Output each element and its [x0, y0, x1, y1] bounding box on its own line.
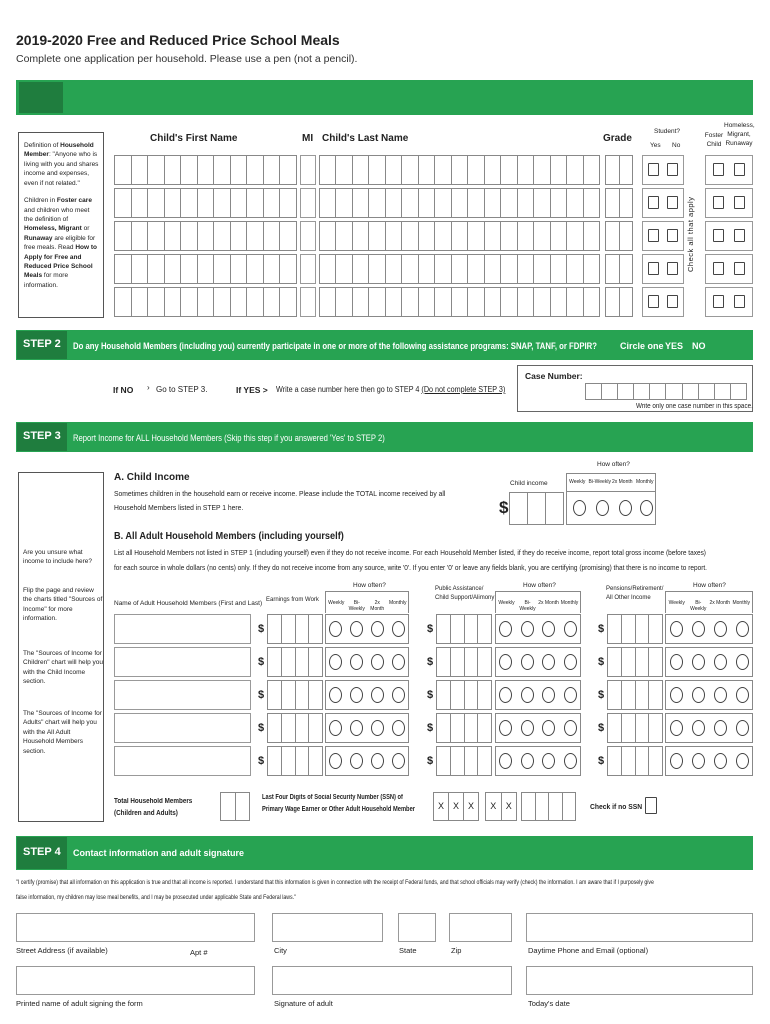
public-frequency-header [495, 591, 581, 613]
public-amount-input[interactable] [436, 746, 492, 776]
pension-frequency-radio[interactable] [692, 654, 705, 670]
step3-title: Report Income for ALL Household Members (Skip this step if you answered 'Yes' to STEP 2) [73, 433, 385, 443]
public-dollar: $ [427, 656, 434, 668]
child-first-name-input[interactable] [114, 188, 297, 218]
step1-badge [19, 82, 63, 113]
case-instruction: Write a case number here then go to STEP 4 (Do not complete STEP 3) [276, 385, 506, 394]
pension-dollar: $ [598, 755, 605, 767]
pension-freq-label: 2x Month [709, 600, 731, 606]
pension-frequency-radio[interactable] [714, 720, 727, 736]
pension-frequency-radio[interactable] [736, 654, 749, 670]
child-mi-input[interactable] [300, 254, 316, 284]
earnings-frequency-radio[interactable] [350, 753, 363, 769]
student-yes-checkbox[interactable] [648, 262, 659, 275]
pension-frequency-radio[interactable] [670, 621, 683, 637]
child-first-name-input[interactable] [114, 287, 297, 317]
earnings-frequency-radio[interactable] [392, 753, 405, 769]
pension-frequency-radio[interactable] [692, 753, 705, 769]
col-child-first: Child's First Name [150, 133, 238, 144]
public-frequency-radio[interactable] [521, 621, 534, 637]
homeless-checkbox[interactable] [734, 262, 745, 275]
homeless-checkbox[interactable] [734, 229, 745, 242]
step2-label: STEP 2 [23, 338, 61, 350]
pension-amount-input[interactable] [607, 614, 663, 644]
earnings-frequency-radio[interactable] [350, 654, 363, 670]
child-income-title: A. Child Income [114, 472, 190, 483]
case-number-input[interactable] [585, 383, 747, 400]
write-only-note: Write only one case number in this space. [636, 403, 753, 410]
child-first-name-input[interactable] [114, 155, 297, 185]
child-income-input[interactable] [509, 492, 564, 525]
foster-checkbox[interactable] [713, 295, 724, 308]
earnings-frequency-radio[interactable] [329, 753, 342, 769]
adult-name-input[interactable] [114, 680, 251, 710]
public-freq-label: 2x Month [538, 600, 559, 606]
col-foster: Foster Child [704, 132, 724, 149]
earnings-amount-input[interactable] [267, 647, 323, 677]
child-income-desc1: Sometimes children in the household earn or receive income. Please include the TOTAL income received by all [114, 489, 446, 498]
foster-checkbox[interactable] [713, 163, 724, 176]
pension-frequency-radio[interactable] [736, 687, 749, 703]
student-yes-checkbox[interactable] [648, 163, 659, 176]
public-freq-label: Weekly [498, 600, 515, 606]
step3-label: STEP 3 [23, 430, 61, 442]
step2-no[interactable]: NO [692, 341, 706, 351]
sidebar-q1: Are you unsure what income to include here? [23, 549, 93, 566]
earnings-frequency-radio[interactable] [371, 720, 384, 736]
certify-text-2: false information, my children may lose meal benefits, and I may be prosecuted under applicable State and Federal laws." [16, 894, 296, 901]
child-income-dollar: $ [499, 498, 509, 517]
earnings-freq-label: 2x Month [370, 600, 385, 612]
pension-dollar: $ [598, 623, 605, 635]
ssn-label: Last Four Digits of Social Security Number (SSN) of Primary Wage Earner or Other Adult Household Member [262, 794, 415, 813]
pension-dollar: $ [598, 689, 605, 701]
step2-yes[interactable]: YES [665, 341, 684, 351]
col-grade: Grade [603, 133, 632, 144]
adult-income-desc1: List all Household Members not listed in STEP 1 (including yourself) even if they do not receive income. For each Household Member listed, if they do receive income, report total gross income (before taxes) [114, 548, 706, 557]
public-frequency-radio[interactable] [564, 654, 577, 670]
public-dollar: $ [427, 689, 434, 701]
child-mi-input[interactable] [300, 221, 316, 251]
student-no-checkbox[interactable] [667, 196, 678, 209]
child-how-often: How often? [597, 461, 630, 468]
earnings-frequency-radio[interactable] [392, 687, 405, 703]
child-freq-weekly-radio[interactable] [573, 500, 586, 516]
earnings-frequency-radio[interactable] [371, 687, 384, 703]
homeless-checkbox[interactable] [734, 295, 745, 308]
child-last-name-input[interactable] [319, 155, 600, 185]
col-public-assistance: Public Assistance/ Child Support/Alimony [435, 586, 495, 601]
child-grade-input[interactable] [605, 221, 633, 251]
pension-freq-label: Weekly [668, 600, 685, 606]
child-income-desc2: Household Members listed in STEP 1 here. [114, 503, 244, 512]
col-adult-name: Name of Adult Household Members (First and Last) [114, 600, 263, 607]
child-mi-input[interactable] [300, 188, 316, 218]
child-grade-input[interactable] [605, 155, 633, 185]
pension-frequency-radio[interactable] [692, 720, 705, 736]
public-frequency-radio[interactable] [564, 687, 577, 703]
child-grade-input[interactable] [605, 188, 633, 218]
public-dollar: $ [427, 623, 434, 635]
earnings-dollar: $ [258, 689, 265, 701]
public-amount-input[interactable] [436, 647, 492, 677]
col-earnings: Earnings from Work [266, 597, 319, 603]
pension-frequency-radio[interactable] [670, 654, 683, 670]
earnings-amount-input[interactable] [267, 680, 323, 710]
earnings-frequency-header [325, 591, 409, 613]
child-freq-2xmonth-radio[interactable] [619, 500, 632, 516]
col-student: Student? [654, 128, 681, 135]
sidebar-q4: The "Sources of Income for Adults" chart will help you with the All Adult Household Members section. [23, 710, 102, 755]
apt-label: Apt # [190, 948, 208, 957]
freq-weekly: Weekly [569, 479, 586, 485]
earnings-frequency-radio[interactable] [329, 621, 342, 637]
step2-circle-one: Circle one [620, 341, 664, 351]
adult-name-input[interactable] [114, 746, 251, 776]
earnings-amount-input[interactable] [267, 614, 323, 644]
child-mi-input[interactable] [300, 287, 316, 317]
sidebar-q2: Flip the page and review the charts titled "Sources of Income" for more information. [23, 587, 103, 623]
date-label: Today's date [528, 999, 570, 1008]
public-frequency-radio[interactable] [521, 687, 534, 703]
pension-dollar: $ [598, 656, 605, 668]
earnings-amount-input[interactable] [267, 713, 323, 743]
signature-input[interactable] [272, 966, 512, 995]
pension-frequency-radio[interactable] [714, 654, 727, 670]
signature-label: Signature of adult [274, 999, 333, 1008]
phone-email-label: Daytime Phone and Email (optional) [528, 946, 649, 955]
freq-biweekly: Bi-Weekly [588, 479, 611, 485]
foster-checkbox[interactable] [713, 229, 724, 242]
col-child-last: Child's Last Name [322, 133, 409, 144]
public-frequency-radio[interactable] [521, 654, 534, 670]
printed-name-label: Printed name of adult signing the form [16, 999, 143, 1008]
col-student-yes: Yes [650, 142, 661, 149]
public-dollar: $ [427, 755, 434, 767]
adult-income-desc2: for each source in whole dollars (no cents) only. If they do not receive income from any source, write '0'. If you enter '0' or leave any fields blank, you are certifying (promising) that there is no income to report. [114, 563, 707, 572]
pension-frequency-radio[interactable] [736, 720, 749, 736]
date-input[interactable] [526, 966, 753, 995]
pension-freq-label: Monthly [732, 600, 750, 606]
step3-sidebar [18, 472, 104, 822]
city-input[interactable] [272, 913, 383, 942]
case-number-label: Case Number: [525, 371, 583, 381]
child-frequency-header [566, 473, 656, 492]
student-no-checkbox[interactable] [667, 229, 678, 242]
phone-email-input[interactable] [526, 913, 753, 942]
earnings-frequency-radio[interactable] [371, 654, 384, 670]
public-frequency-radio[interactable] [521, 720, 534, 736]
child-first-name-input[interactable] [114, 254, 297, 284]
child-grade-input[interactable] [605, 287, 633, 317]
ssn-x-boxes-1: X X X [433, 792, 479, 821]
step1-sidebar: Definition of Household Member: "Anyone who is living with you and shares income and expenses, even if not related." Children in Foster care and children who meet the definition of Homeless, Migrant or Runaway are eligible for free meals. Read How to Apply for Free and Reduced Price School Meals for more information. [18, 132, 104, 318]
foster-checkbox[interactable] [713, 196, 724, 209]
check-all-label: Check all that apply [686, 196, 695, 272]
homeless-checkbox[interactable] [734, 196, 745, 209]
earnings-frequency-radio[interactable] [350, 720, 363, 736]
pension-amount-input[interactable] [607, 746, 663, 776]
printed-name-input[interactable] [16, 966, 255, 995]
public-frequency-radio[interactable] [564, 621, 577, 637]
go-to-step3-arrow: › [147, 383, 150, 392]
child-freq-monthly-radio[interactable] [640, 500, 653, 516]
earnings-frequency-radio[interactable] [371, 753, 384, 769]
public-freq-label: Monthly [560, 600, 579, 606]
foster-checkbox[interactable] [713, 262, 724, 275]
student-yes-checkbox[interactable] [648, 295, 659, 308]
pension-frequency-radio[interactable] [736, 753, 749, 769]
ssn-last-four-input[interactable] [521, 792, 576, 821]
earnings-freq-label: Monthly [388, 600, 407, 606]
child-mi-input[interactable] [300, 155, 316, 185]
pension-how-often: How often? [693, 582, 726, 589]
earnings-frequency-radio[interactable] [392, 720, 405, 736]
pension-frequency-radio[interactable] [714, 621, 727, 637]
student-no-checkbox[interactable] [667, 262, 678, 275]
student-no-checkbox[interactable] [667, 163, 678, 176]
child-freq-biweekly-radio[interactable] [596, 500, 609, 516]
col-mi: MI [302, 133, 314, 144]
adult-income-title: B. All Adult Household Members (including yourself) [114, 531, 344, 542]
child-last-name-input[interactable] [319, 254, 600, 284]
adult-name-input[interactable] [114, 647, 251, 677]
check-no-ssn-label: Check if no SSN [590, 802, 643, 811]
pension-frequency-radio[interactable] [670, 687, 683, 703]
state-input[interactable] [398, 913, 436, 942]
child-last-name-input[interactable] [319, 287, 600, 317]
student-yes-checkbox[interactable] [648, 229, 659, 242]
earnings-amount-input[interactable] [267, 746, 323, 776]
student-yes-checkbox[interactable] [648, 196, 659, 209]
pension-frequency-radio[interactable] [736, 621, 749, 637]
form-title: 2019-2020 Free and Reduced Price School Meals [16, 32, 340, 48]
student-no-checkbox[interactable] [667, 295, 678, 308]
freq-monthly: Monthly [635, 479, 654, 485]
public-frequency-radio[interactable] [564, 753, 577, 769]
public-frequency-radio[interactable] [564, 720, 577, 736]
city-label: City [274, 946, 287, 955]
step4-title: Contact information and adult signature [73, 848, 245, 858]
zip-label: Zip [451, 946, 462, 955]
earnings-frequency-radio[interactable] [371, 621, 384, 637]
pension-frequency-radio[interactable] [670, 720, 683, 736]
pension-frequency-radio[interactable] [670, 753, 683, 769]
pension-frequency-radio[interactable] [714, 753, 727, 769]
public-dollar: $ [427, 722, 434, 734]
pension-amount-input[interactable] [607, 713, 663, 743]
public-amount-input[interactable] [436, 713, 492, 743]
pension-frequency-header [665, 591, 753, 613]
public-frequency-radio[interactable] [521, 753, 534, 769]
pension-frequency-radio[interactable] [714, 687, 727, 703]
ssn-x-boxes-2: X X [485, 792, 517, 821]
street-address-input[interactable] [16, 913, 255, 942]
total-members-label: Total Household Members (Children and Adults) [114, 798, 193, 817]
street-address-label: Street Address (if available) [16, 946, 108, 955]
pension-dollar: $ [598, 722, 605, 734]
earnings-frequency-radio[interactable] [329, 654, 342, 670]
step2-question: Do any Household Members (including you) currently participate in one or more of the following assistance programs: SNAP, TANF, or FDPIR? [73, 341, 597, 351]
homeless-checkbox[interactable] [734, 163, 745, 176]
public-how-often: How often? [523, 582, 556, 589]
public-amount-input[interactable] [436, 614, 492, 644]
earnings-freq-label: Weekly [328, 600, 345, 606]
check-no-ssn-checkbox[interactable] [645, 797, 657, 814]
child-last-name-input[interactable] [319, 221, 600, 251]
state-label: State [399, 946, 417, 955]
pension-frequency-radio[interactable] [692, 687, 705, 703]
form-subtitle: Complete one application per household. Please use a pen (not a pencil). [16, 53, 358, 65]
child-first-name-input[interactable] [114, 221, 297, 251]
freq-2xmonth: 2x Month [611, 479, 633, 485]
earnings-dollar: $ [258, 755, 265, 767]
pension-amount-input[interactable] [607, 647, 663, 677]
pension-frequency-radio[interactable] [692, 621, 705, 637]
earnings-frequency-radio[interactable] [392, 621, 405, 637]
pension-freq-label: Bi-Weekly [690, 600, 707, 612]
go-to-step3: Go to STEP 3. [156, 385, 208, 394]
sidebar-q3: The "Sources of Income for Children" chart will help you with the Child Income section. [23, 650, 103, 686]
pension-amount-input[interactable] [607, 680, 663, 710]
earnings-frequency-radio[interactable] [392, 654, 405, 670]
col-homeless: Homeless, Migrant, Runaway [724, 122, 755, 148]
col-pensions: Pensions/Retirement/ All Other Income [606, 586, 664, 601]
earnings-frequency-radio[interactable] [329, 687, 342, 703]
earnings-freq-label: Bi-Weekly [348, 600, 365, 612]
child-last-name-input[interactable] [319, 188, 600, 218]
public-freq-label: Bi-Weekly [519, 600, 536, 612]
step4-label: STEP 4 [23, 846, 61, 858]
step1-bar [16, 80, 753, 115]
adult-name-input[interactable] [114, 614, 251, 644]
col-student-no: No [672, 142, 681, 149]
adult-name-input[interactable] [114, 713, 251, 743]
zip-input[interactable] [449, 913, 512, 942]
earnings-dollar: $ [258, 722, 265, 734]
earnings-dollar: $ [258, 656, 265, 668]
earnings-how-often: How often? [353, 582, 386, 589]
earnings-frequency-radio[interactable] [350, 687, 363, 703]
if-yes-label: If YES > [236, 385, 268, 395]
child-income-label: Child income [510, 480, 548, 487]
earnings-frequency-radio[interactable] [329, 720, 342, 736]
total-members-input[interactable] [220, 792, 250, 821]
public-amount-input[interactable] [436, 680, 492, 710]
earnings-dollar: $ [258, 623, 265, 635]
child-grade-input[interactable] [605, 254, 633, 284]
if-no-label: If NO [113, 385, 134, 395]
certify-text-1: "I certify (promise) that all information on this application is true and that all income is reported. I understand that this information is given in connection with the receipt of Federal funds, and that school officials may verify (check) the information. I am aware that if I purposely give [16, 879, 654, 886]
earnings-frequency-radio[interactable] [350, 621, 363, 637]
